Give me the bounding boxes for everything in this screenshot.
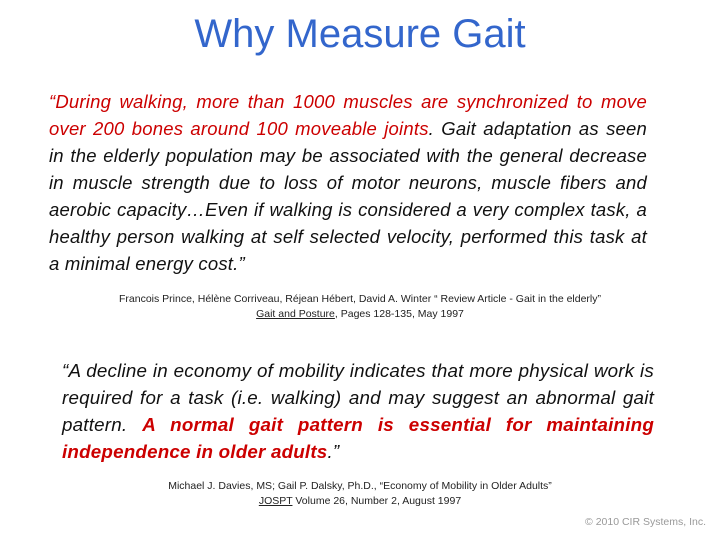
citation-prince — [0, 292, 720, 322]
citation-authors: Michael J. Davies, MS; Gail P. Dalsky, Ph.D., “Economy of Mobility in Older Adults” — [168, 480, 552, 492]
quote-text: “A decline in economy of mobility indicates that more physical work is required for a task (i.e. walking) and may suggest an abnormal gait pattern. — [62, 360, 654, 435]
journal-name: Gait and Posture — [256, 308, 335, 320]
copyright-footer: © 2010 CIR Systems, Inc. — [585, 516, 706, 528]
quote-text: . Gait adaptation as seen in the elderly population may be associated with the general decrease in muscle strength due to loss of motor neurons, muscle fibers and aerobic capacity…Even if walking is considered a very complex task, a healthy person walking at self selected velocity, performed this task at a minimal energy cost.” — [49, 118, 647, 274]
citation-source — [0, 307, 720, 322]
quote-end: .” — [327, 441, 340, 462]
citation-details: , Pages 128-135, May 1997 — [334, 308, 464, 320]
citation-details: Volume 26, Number 2, August 1997 — [292, 495, 462, 507]
quote-prince — [49, 88, 647, 277]
citation-authors: Francois Prince, Hélène Corriveau, Réjean Hébert, David A. Winter “ Review Article - Gait in the elderly” — [118, 293, 602, 305]
quote-davies — [62, 357, 654, 465]
journal-name: JOSPT — [258, 495, 293, 507]
citation-davies — [0, 479, 720, 509]
quote-highlight: A normal gait pattern is essential for maintaining independence in older adults — [62, 414, 654, 462]
citation-source — [0, 494, 720, 509]
quote-highlight: “During walking, more than 1000 muscles are synchronized to move over 200 bones around 100 moveable joints — [49, 91, 647, 139]
slide-title: Why Measure Gait — [194, 12, 526, 56]
